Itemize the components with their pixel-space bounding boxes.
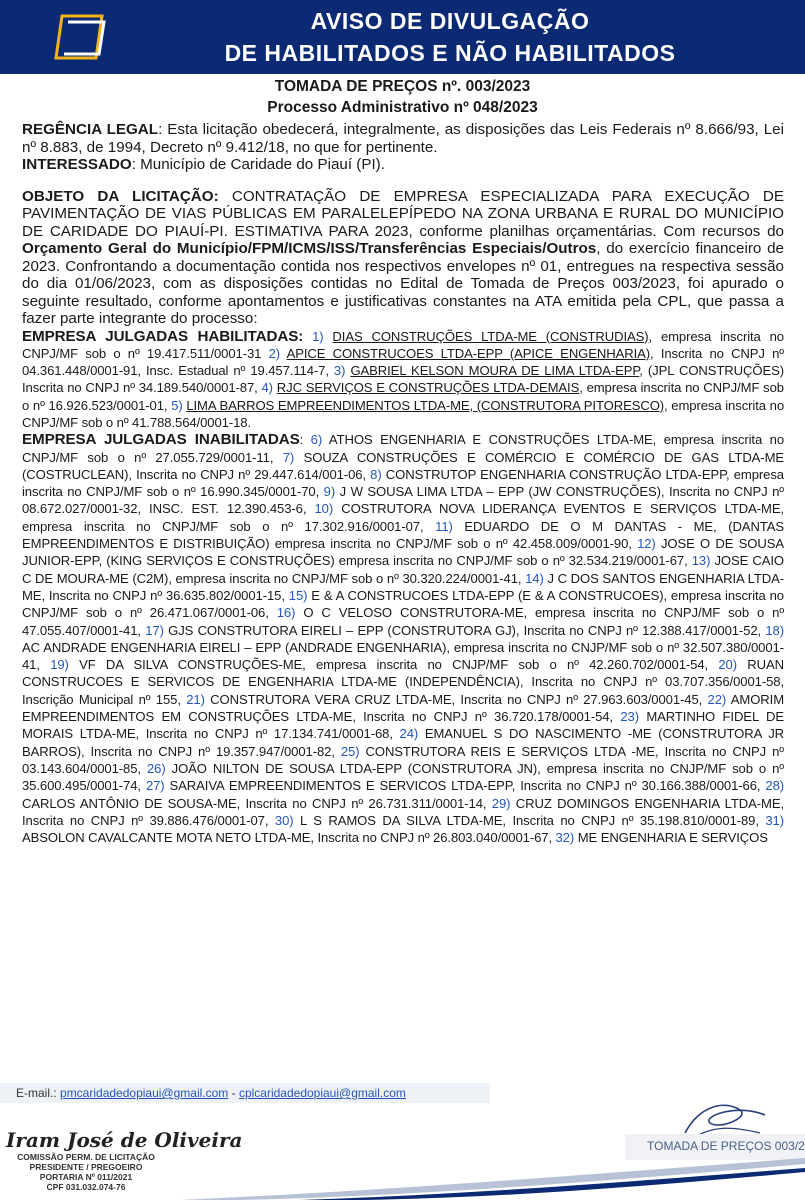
inab-number: 7) (282, 449, 295, 465)
inab-company: CONSTRUTOP ENGENHARIA CONSTRUÇÃO LTDA-EPP, empresa inscrita no CNPJ/MF sob o nº 16.990.345/0001-70, (22, 466, 784, 500)
signer-role-2: PRESIDENTE / PREGOEIRO (29, 1162, 143, 1172)
inab-number: 24) (399, 726, 419, 742)
inab-number: 17) (145, 622, 164, 638)
regencia-text: : Esta licitação obedecerá, integralmente, as disposições das Leis Federais nº 8.666/93, Lei nº 8.883, de 1994, Decreto nº 9.412/18, no que for pertinente. (22, 121, 784, 156)
footer-swoosh (0, 1150, 805, 1200)
title-line-2: DE HABILITADOS E NÃO HABILITADOS (224, 40, 676, 66)
hab-company-4: RJC SERVIÇOS E CONSTRUÇÕES LTDA-DEMAIS (276, 380, 580, 396)
inab-company: JOSE O DE SOUSA JUNIOR-EPP, (KING SERVIÇOS E CONSTRUÇÕES) empresa inscrita no CNPJ/MF sob o nº 32.534.219/0001-67, (22, 536, 784, 569)
inab-number: 28) (765, 778, 785, 794)
inab-number: 8) (370, 466, 382, 482)
footer-tag-text: TOMADA DE PREÇOS 003/2 (647, 1139, 805, 1153)
inab-number: 25) (340, 743, 360, 759)
objeto-bold: Orçamento Geral do Município/FPM/ICMS/ISS/Transferências Especiais/Outros (22, 240, 597, 257)
inab-number: 29) (491, 795, 511, 811)
hab-number-4: 4) (261, 380, 273, 396)
inab-number: 11) (435, 518, 453, 534)
hab-company-1: DIAS CONSTRUÇÕES LTDA-ME (CONSTRUDIAS) (332, 328, 649, 344)
inab-number: 10) (314, 501, 334, 517)
inab-company: JOÃO NILTON DE SOUSA LTDA-EPP (CONSTRUTORA JN), empresa inscrita no CNJP/MF sob o nº 35.600.495/0001-74, (22, 760, 784, 794)
hab-text-4: , empresa inscrita no CNPJ/MF sob o nº 16.926.523/0001-01, (22, 380, 784, 413)
inab-company: VF DA SILVA CONSTRUÇÕES-ME, empresa inscrita no CNJP/MF sob o nº 42.260.702/0001-54, (68, 657, 719, 673)
signer-cpf: CPF 031.032.074-76 (46, 1182, 126, 1192)
inab-company: SOUZA CONSTRUÇÕES E COMÉRCIO E COMÉRCIO DE GAS LTDA-ME (COSTRUCLEAN), Inscrita no CNPJ nº 29.447.614/001-06, (22, 449, 785, 482)
interessado-label: INTERESSADO (22, 156, 132, 173)
inab-number: 12) (637, 536, 656, 552)
signer-name: Iram José de Oliveira (6, 1128, 243, 1152)
inabilitadas-paragraph (22, 431, 784, 846)
signer-role-1: COMISSÃO PERM. DE LICITAÇÃO (17, 1152, 155, 1162)
inab-number: 21) (186, 691, 205, 707)
tomada-number: TOMADA DE PREÇOS nº. 003/2023 (274, 78, 531, 95)
inab-company: MARTINHO FIDEL DE MORAIS LTDA-ME, Inscrita no CNPJ nº 17.134.741/0001-68, (22, 709, 784, 742)
inab-company: ATHOS ENGENHARIA E CONSTRUÇÕES LTDA-ME, empresa inscrita no CNPJ/MF sob o nº 27.055.729/0001-11, (22, 432, 785, 465)
hab-company-2: APICE CONSTRUCOES LTDA-EPP (APICE ENGENHARIA) (286, 345, 651, 361)
inab-number: 22) (707, 691, 727, 707)
processo-number: Processo Administrativo nº 048/2023 (267, 99, 538, 116)
inab-number: 20) (718, 657, 737, 673)
hab-number-5: 5) (171, 397, 183, 413)
inabilitadas-colon: : (299, 432, 311, 448)
inab-number: 27) (145, 778, 165, 794)
objeto-text-1: CONTRATAÇÃO DE EMPRESA ESPECIALIZADA PARA EXECUÇÃO DE PAVIMENTAÇÃO DE VIAS PÚBLICAS EM PARALELEPÍPEDO NA ZONA URBANA E RURAL DO MUNICÍPIO DE CARIDADE DO PIAUÍ-PI. ESTIMATIVA PARA 2023, conforme planilhas orçamentárias. Com recursos do (22, 187, 784, 240)
inab-company: SARAIVA EMPREENDIMENTOS E SERVICOS LTDA-EPP, Inscrita no CNPJ nº 30.166.388/0001-66, (164, 778, 766, 794)
document-body (22, 121, 784, 846)
inab-company: E & A CONSTRUCOES LTDA-EPP (E & A CONSTRUCOES), empresa inscrita no CNPJ/MF sob o nº 26.471.067/0001-06, (22, 587, 784, 621)
inab-number: 18) (765, 622, 784, 638)
inab-company: AMORIM EMPREENDIMENTOS EM CONSTRUÇÕES LTDA-ME, Inscrita no CNPJ nº 36.720.178/0001-54, (22, 691, 784, 725)
inab-company: ABSOLON CAVALCANTE MOTA NETO LTDA-ME, Inscrita no CNPJ nº 26.803.040/0001-67, (22, 830, 556, 846)
inab-company: RUAN CONSTRUCOES E SERVICOS DE ENGENHARIA LTDA-ME (INDEPENDÊNCIA), Inscrita no CNPJ nº 03.707.356/0001-58, Inscrição Municipal nº 155, (22, 657, 784, 707)
hab-text-1: , empresa inscrita no CNPJ/MF sob o nº 19.417.511/0001-31 (22, 328, 784, 361)
inab-company: O C VELOSO CONSTRUTORA-ME, empresa inscrita no CNPJ/MF sob o nº 47.055.407/0001-41, (22, 605, 784, 638)
habilitadas-label: EMPRESA JULGADAS HABILITADAS: (22, 327, 304, 345)
regencia-label: REGÊNCIA LEGAL (22, 121, 159, 138)
inab-company: JOSE CAIO C DE MOURA-ME (C2M), empresa inscrita no CNPJ/MF sob o nº 30.320.224/0001-41, (22, 553, 784, 586)
hab-text-5: , empresa inscrita no CNPJ/MF sob o nº 41.788.564/0001-18. (22, 397, 785, 430)
inab-company: EMANUEL S DO NASCIMENTO -ME (CONSTRUTORA JR BARROS), Inscrita no CNPJ nº 19.357.947/0001-82, (22, 726, 784, 759)
document-logo-icon (52, 12, 110, 62)
inab-company: CONSTRUTORA REIS E SERVIÇOS LTDA -ME, Inscrita no CNPJ nº 03.143.604/0001-85, (22, 743, 784, 776)
inab-company: J W SOUSA LIMA LTDA – EPP (JW CONSTRUÇÕES), Inscrita no CNPJ nº 08.672.027/0001-32, INSC. EST. 12.390.453-6, (22, 484, 784, 517)
objeto-paragraph (22, 188, 784, 328)
title-line-1: AVISO DE DIVULGAÇÃO (310, 8, 590, 34)
hab-number-1: 1) (312, 328, 324, 344)
inab-company: ME ENGENHARIA E SERVIÇOS (574, 830, 768, 846)
hab-number-2: 2) (268, 345, 281, 361)
hab-number-3: 3) (333, 363, 346, 379)
email-label: E-mail.: (16, 1086, 61, 1100)
hab-company-5: LIMA BARROS EMPREENDIMENTOS LTDA-ME, (CONSTRUTORA PITORESCO) (186, 397, 665, 413)
inab-number: 13) (691, 553, 711, 569)
habilitadas-paragraph (22, 328, 784, 432)
inab-company: GJS CONSTRUTORA EIRELI – EPP (CONSTRUTORA GJ), Inscrita no CNPJ nº 12.388.417/0001-52, (163, 622, 766, 638)
inab-number: 15) (288, 587, 308, 603)
inab-number: 32) (555, 830, 575, 846)
interessado-paragraph (22, 156, 784, 174)
inab-number: 23) (620, 709, 639, 725)
signer-portaria: PORTARIA Nº 011/2021 (39, 1172, 133, 1182)
email-link-1[interactable]: pmcaridadedopiaui@gmail.com (60, 1086, 229, 1100)
objeto-label: OBJETO DA LICITAÇÃO: (22, 187, 219, 205)
inab-company: J C DOS SANTOS ENGENHARIA LTDA-ME, Inscrita no CNPJ nº 36.635.802/0001-15, (22, 570, 784, 603)
hab-text-2: , Inscrita no CNPJ nº 04.361.448/0001-91, Insc. Estadual nº 19.457.114-7, (22, 345, 784, 379)
email-separator: - (228, 1086, 239, 1100)
regencia-paragraph (22, 121, 784, 156)
inab-number: 19) (50, 657, 69, 673)
inab-number: 26) (146, 760, 166, 776)
objeto-text-2: , do exercício financeiro de 2023. Confrontando a documentação contida nos respectivos envelopes nº 01, entregues na respectiva sessão do dia 01/06/2023, com as disposições contidas no Edital de Tomada de Preços 003/2023, foi apurado o seguinte resultado, conforme apontamentos e justificativas constantes na ATA emitida pela CPL, que passa a fazer parte integrante do processo: (22, 240, 785, 327)
inab-number: 14) (525, 570, 544, 586)
inab-company: AC ANDRADE ENGENHARIA EIRELI – EPP (ANDRADE ENGENHARIA), empresa inscrita no CNJP/MF sob o nº 32.507.380/0001-41, (22, 639, 784, 673)
footer-email (16, 1086, 406, 1100)
hab-text-3: , (JPL CONSTRUÇÕES) Inscrita no CNPJ nº 34.189.540/0001-87, (22, 363, 784, 396)
inab-number: 6) (310, 432, 323, 448)
inab-company: CRUZ DOMINGOS ENGENHARIA LTDA-ME, Inscrita no CNPJ nº 39.886.476/0001-07, (22, 795, 785, 828)
inabilitadas-label: EMPRESA JULGADAS INABILITADAS (22, 431, 300, 449)
inab-number: 9) (323, 484, 336, 500)
email-link-2[interactable]: cplcaridadedopiaui@gmail.com (238, 1086, 406, 1100)
inab-number: 30) (274, 812, 294, 828)
hab-company-3: GABRIEL KELSON MOURA DE LIMA LTDA-EPP (350, 363, 640, 379)
interessado-text: : Município de Caridade do Piauí (PI). (131, 156, 385, 173)
inab-number: 31) (765, 812, 784, 828)
inab-company: EDUARDO DE O M DANTAS - ME, (DANTAS EMPREENDIMENTOS E DISTRIBUIÇÃO) empresa inscrita no CNPJ/MF sob o nº 42.458.009/0001-90, (22, 518, 784, 552)
inab-company: L S RAMOS DA SILVA LTDA-ME, Inscrita no CNPJ nº 35.198.810/0001-89, (293, 812, 766, 828)
inab-company: COSTRUTORA NOVA LIDERANÇA EVENTOS E SERVIÇOS LTDA-ME, empresa inscrita no CNPJ/MF sob o nº 17.302.916/0001-07, (22, 501, 784, 534)
inab-company: CARLOS ANTÔNIO DE SOUSA-ME, Inscrita no CNPJ nº 26.731.311/0001-14, (22, 795, 492, 811)
inab-number: 16) (276, 605, 296, 621)
inab-company: CONSTRUTORA VERA CRUZ LTDA-ME, Inscrita no CNPJ nº 27.963.603/0001-45, (204, 691, 708, 707)
